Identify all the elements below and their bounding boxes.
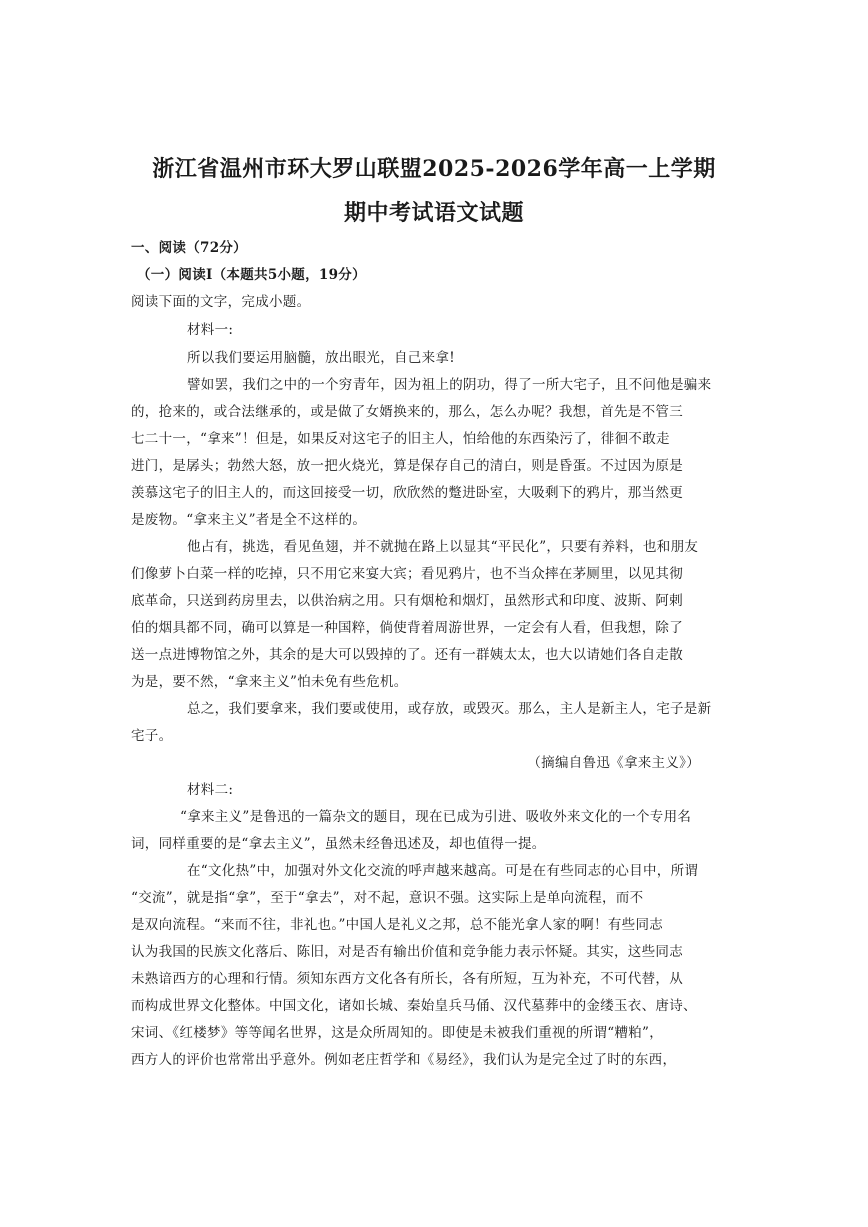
material-2-line: 宋词、《红楼梦》等等闻名世界，这是众所周知的。即使是未被我们重视的所谓“糟粕”，	[131, 1025, 664, 1041]
material-1-line: 伯的烟具都不同，确可以算是一种国粹，倘使背着周游世界，一定会有人看，但我想，除了	[131, 620, 683, 636]
material-1-line: 譬如罢，我们之中的一个穷青年，因为祖上的阴功，得了一所大宅子，且不问他是骗来	[187, 377, 712, 393]
material-1-line: 羡慕这宅子的旧主人的，而这回接受一切，欣欣然的蹩进卧室，大吸剩下的鸦片，那当然更	[131, 485, 683, 501]
subsection-heading: （一）阅读Ⅰ（本题共5小题，19分）	[137, 267, 366, 283]
section-heading: 一、阅读（72分）	[131, 240, 247, 256]
material-2-line: 在“文化热”中，加强对外文化交流的呼声越来越高。可是在有些同志的心目中，所谓	[187, 863, 699, 879]
material-2-line: “拿来主义”是鲁迅的一篇杂文的题目，现在已成为引进、吸收外来文化的一个专用名	[180, 809, 692, 825]
material-1-line: 总之，我们要拿来，我们要或使用，或存放，或毁灭。那么，主人是新主人，宅子是新	[187, 701, 712, 717]
material-2-line: 西方人的评价也常常出乎意外。例如老庄哲学和《易经》，我们认为是完全过了时的东西，	[131, 1052, 677, 1068]
material-1-line: 宅子。	[131, 728, 173, 744]
material-2-line: 而构成世界文化整体。中国文化，诸如长城、秦始皇兵马俑、汉代墓葬中的金缕玉衣、唐诗、	[131, 998, 697, 1014]
material-1-line: 的，抢来的，或合法继承的，或是做了女婿换来的，那么，怎么办呢？我想，首先是不管三	[131, 404, 683, 420]
material-1-line: 他占有，挑选，看见鱼翅，并不就抛在路上以显其“平民化”，只要有养料，也和朋友	[187, 539, 699, 555]
material-2-line: 认为我国的民族文化落后、陈旧，对是否有输出价值和竞争能力表示怀疑。其实，这些同志	[131, 944, 683, 960]
material-1-line: 进门，是孱头；勃然大怒，放一把火烧光，算是保存自己的清白，则是昏蛋。不过因为原是	[131, 458, 683, 474]
material-1-line: 们像萝卜白菜一样的吃掉，只不用它来宴大宾；看见鸦片，也不当众摔在茅厕里，以见其彻	[131, 566, 683, 582]
instruction-text: 阅读下面的文字，完成小题。	[131, 294, 311, 310]
material-2-line: “交流”，就是指“拿”，至于“拿去”，对不起，意识不强。这实际上是单向流程，而不	[131, 890, 644, 906]
material-2-label: 材料二:	[187, 782, 234, 798]
material-1-source: （摘编自鲁迅《拿来主义》）	[527, 755, 700, 771]
material-1-line: 为是，要不然，“拿来主义”怕未免有些危机。	[131, 674, 408, 690]
material-1-line: 是废物。“拿来主义”者是全不这样的。	[131, 512, 367, 528]
material-1-line: 所以我们要运用脑髓，放出眼光，自己来拿!	[187, 350, 455, 366]
material-1-line: 底革命，只送到药房里去，以供治病之用。只有烟枪和烟灯，虽然形式和印度、波斯、阿剌	[131, 593, 683, 609]
material-1-line: 送一点进博物馆之外，其余的是大可以毁掉的了。还有一群姨太太，也大以请她们各自走散	[131, 647, 683, 663]
material-1-line: 七二十一，“拿来”！但是，如果反对这宅子的旧主人，怕给他的东西染污了，徘徊不敢走	[131, 431, 670, 447]
material-2-line: 词，同样重要的是“拿去主义”，虽然未经鲁迅述及，却也值得一提。	[131, 836, 546, 852]
document-title-line-2: 期中考试语文试题	[343, 200, 524, 226]
material-1-label: 材料一:	[187, 322, 234, 338]
document-title-line-1: 浙江省温州市环大罗山联盟2025-2026学年高一上学期	[152, 156, 716, 182]
material-2-line: 是双向流程。“来而不往，非礼也。”中国人是礼义之邦，总不能光拿人家的啊！有些同志	[131, 917, 664, 933]
material-2-line: 未熟谙西方的心理和行情。须知东西方文化各有所长，各有所短，互为补充，不可代替，从	[131, 971, 683, 987]
